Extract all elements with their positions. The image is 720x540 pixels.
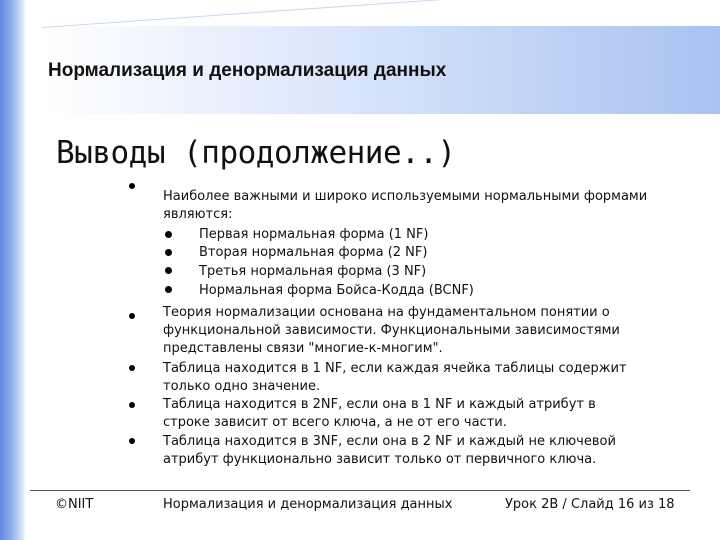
bullet-text-line: Таблица находится в 3NF, если она в 2 NF и каждый не ключевой	[163, 434, 616, 449]
left-gradient-band	[0, 0, 26, 540]
bullet-text-line: Наиболее важными и широко используемыми нормальными формами	[163, 189, 648, 204]
sub-bullet-icon	[165, 231, 172, 238]
sub-bullet-icon	[165, 249, 172, 256]
sub-bullet-text: Нормальная форма Бойса-Кодда (BCNF)	[199, 283, 474, 298]
bullet-icon	[129, 438, 135, 444]
bullet-text-line: функциональной зависимости. Функциональными зависимостями	[163, 323, 620, 338]
sub-bullet-icon	[165, 286, 172, 293]
footer-divider	[30, 490, 690, 491]
footer-copyright: ©NIIT	[55, 497, 94, 512]
bullet-icon	[129, 402, 135, 408]
sub-bullet-text: Вторая нормальная форма (2 NF)	[199, 245, 428, 260]
bullet-text-line: только одно значение.	[163, 379, 321, 394]
slide-title: Выводы (продолжение..)	[56, 135, 456, 171]
bullet-text-line: Теория нормализации основана на фундаментальном понятии о	[163, 305, 610, 320]
bullet-text-line: Таблица находится в 1 NF, если каждая ячейка таблицы содержит	[163, 361, 627, 376]
bullet-icon	[129, 183, 135, 189]
bullet-icon	[129, 365, 135, 371]
bullet-icon	[129, 313, 135, 319]
bullet-text-line: являются:	[163, 207, 233, 222]
sub-bullet-text: Первая нормальная форма (1 NF)	[199, 227, 429, 242]
sub-bullet-text: Третья нормальная форма (3 NF)	[199, 264, 427, 279]
footer-course-title: Нормализация и денормализация данных	[163, 497, 453, 512]
footer-slide-info: Урок 2В / Слайд 16 из 18	[505, 497, 675, 512]
bullet-text-line: атрибут функционально зависит только от первичного ключа.	[163, 452, 597, 467]
sub-bullet-icon	[165, 267, 172, 274]
header-title: Нормализация и денормализация данных	[48, 60, 447, 81]
bullet-text-line: строке зависит от всего ключа, а не от его части.	[163, 415, 507, 430]
bullet-text-line: представлены связи "многие-к-многим".	[163, 341, 443, 356]
bullet-text-line: Таблица находится в 2NF, если она в 1 NF и каждый атрибут в	[163, 397, 596, 412]
